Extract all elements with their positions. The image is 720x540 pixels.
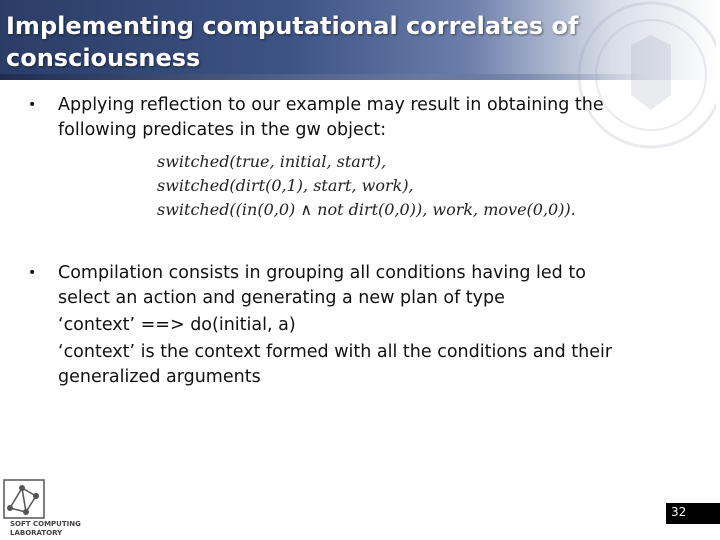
bullet-text-line: ‘context’ ==> do(initial, a) [58,315,296,335]
predicate-line: switched((in(0,0) ∧ not dirt(0,0)), work, move(0,0)). [157,200,576,219]
bullet-text-line: Compilation consists in grouping all conditions having led to [58,263,586,283]
bullet-marker: • [28,97,37,113]
predicate-line: switched(dirt(0,1), start, work), [157,176,414,195]
title-line-2: consciousness [6,44,201,72]
lab-name-line-2: LABORATORY [10,529,63,537]
predicates-formula [157,150,577,222]
bullet-text-line: ‘context’ is the context formed with all the conditions and their [58,342,613,362]
title-line-1: Implementing computational correlates of [6,12,579,40]
bullet-reflection [28,93,678,143]
lab-name-line-1: SOFT COMPUTING [10,520,81,528]
university-seal-watermark [556,0,716,170]
bullet-text-line: following predicates in the gw object: [58,120,387,140]
bullet-text-line: select an action and generating a new plan of type [58,288,505,308]
predicate-line: switched(true, initial, start), [157,152,387,171]
page-number: 32 [671,505,687,519]
slide-title [6,10,606,74]
bullet-compilation [28,261,678,390]
bullet-text-line: Applying reflection to our example may result in obtaining the [58,95,604,115]
lab-name [10,520,110,538]
bullet-marker: • [28,265,37,281]
bullet-text-line: generalized arguments [58,367,261,387]
